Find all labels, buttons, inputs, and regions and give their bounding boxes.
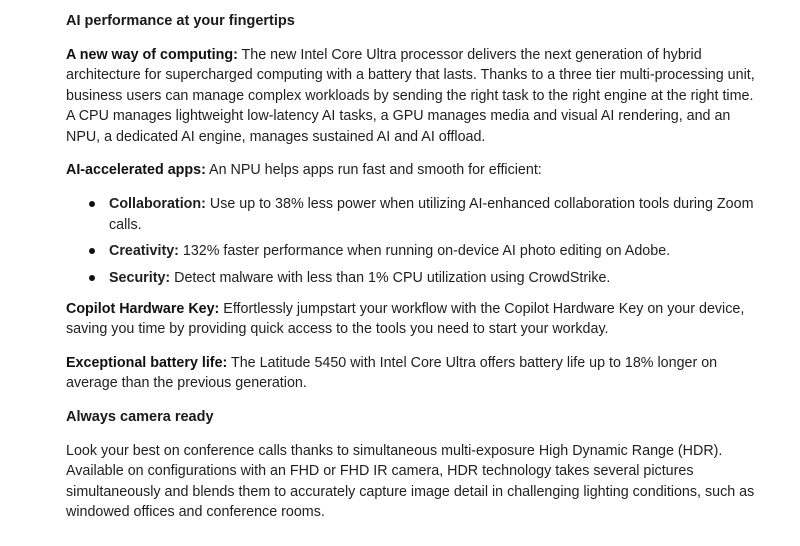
bullet-body: Detect malware with less than 1% CPU utilization using CrowdStrike.: [170, 269, 611, 286]
battery-paragraph: [66, 353, 760, 394]
benefits-list: [66, 194, 760, 288]
copilot-title: Copilot Hardware Key:: [66, 301, 220, 318]
apps-title: AI-accelerated apps:: [66, 162, 206, 179]
section-heading-ai-performance: AI performance at your fingertips: [66, 13, 295, 29]
battery-title: Exceptional battery life:: [66, 354, 228, 371]
bullet-title: Collaboration:: [109, 196, 206, 213]
apps-body: An NPU helps apps run fast and smooth for efficient:: [205, 162, 542, 179]
bullet-icon: [89, 248, 95, 254]
bullet-body: Use up to 38% less power when utilizing AI-enhanced collaboration tools during Zoom calls.: [109, 196, 754, 233]
bullet-title: Security:: [109, 269, 171, 286]
computing-body: The new Intel Core Ultra processor delivers the next generation of hybrid architecture for supercharged computing with a battery that lasts. Thanks to a three tier multi-processing unit, business users can manage complex workloads by sending the right task to the right engine at the right time. A CPU manages lightweight low-latency AI tasks, a GPU manages media and visual AI rendering, and an NPU, a dedicated AI engine, manages sustained AI and AI offload.: [66, 47, 755, 145]
list-item-collaboration: [66, 194, 760, 235]
camera-paragraph: Look your best on conference calls thanks to simultaneous multi-exposure High Dynamic Range (HDR). Available on configurations with an FHD or FHD IR camera, HDR technology takes several pictures simultaneously and blends them to accurately capture image detail in challenging lighting conditions, such as windowed offices and conference rooms.: [66, 442, 755, 520]
apps-paragraph: [66, 160, 760, 180]
battery-body: The Latitude 5450 with Intel Core Ultra offers battery life up to 18% longer on average than the previous generation.: [66, 354, 718, 392]
computing-paragraph: [66, 45, 760, 147]
list-item-creativity: [66, 241, 760, 261]
copilot-paragraph: [66, 299, 760, 340]
bullet-icon: [89, 275, 95, 281]
bullet-icon: [89, 201, 95, 207]
section-heading-camera: Always camera ready: [66, 408, 214, 425]
list-item-security: [66, 268, 760, 288]
bullet-title: Creativity:: [109, 243, 179, 260]
bullet-body: 132% faster performance when running on-device AI photo editing on Adobe.: [178, 243, 671, 260]
copilot-body: Effortlessly jumpstart your workflow with the Copilot Hardware Key on your device, saving you time by providing quick access to the tools you need to start your workday.: [66, 301, 745, 338]
computing-title: A new way of computing:: [66, 47, 238, 63]
